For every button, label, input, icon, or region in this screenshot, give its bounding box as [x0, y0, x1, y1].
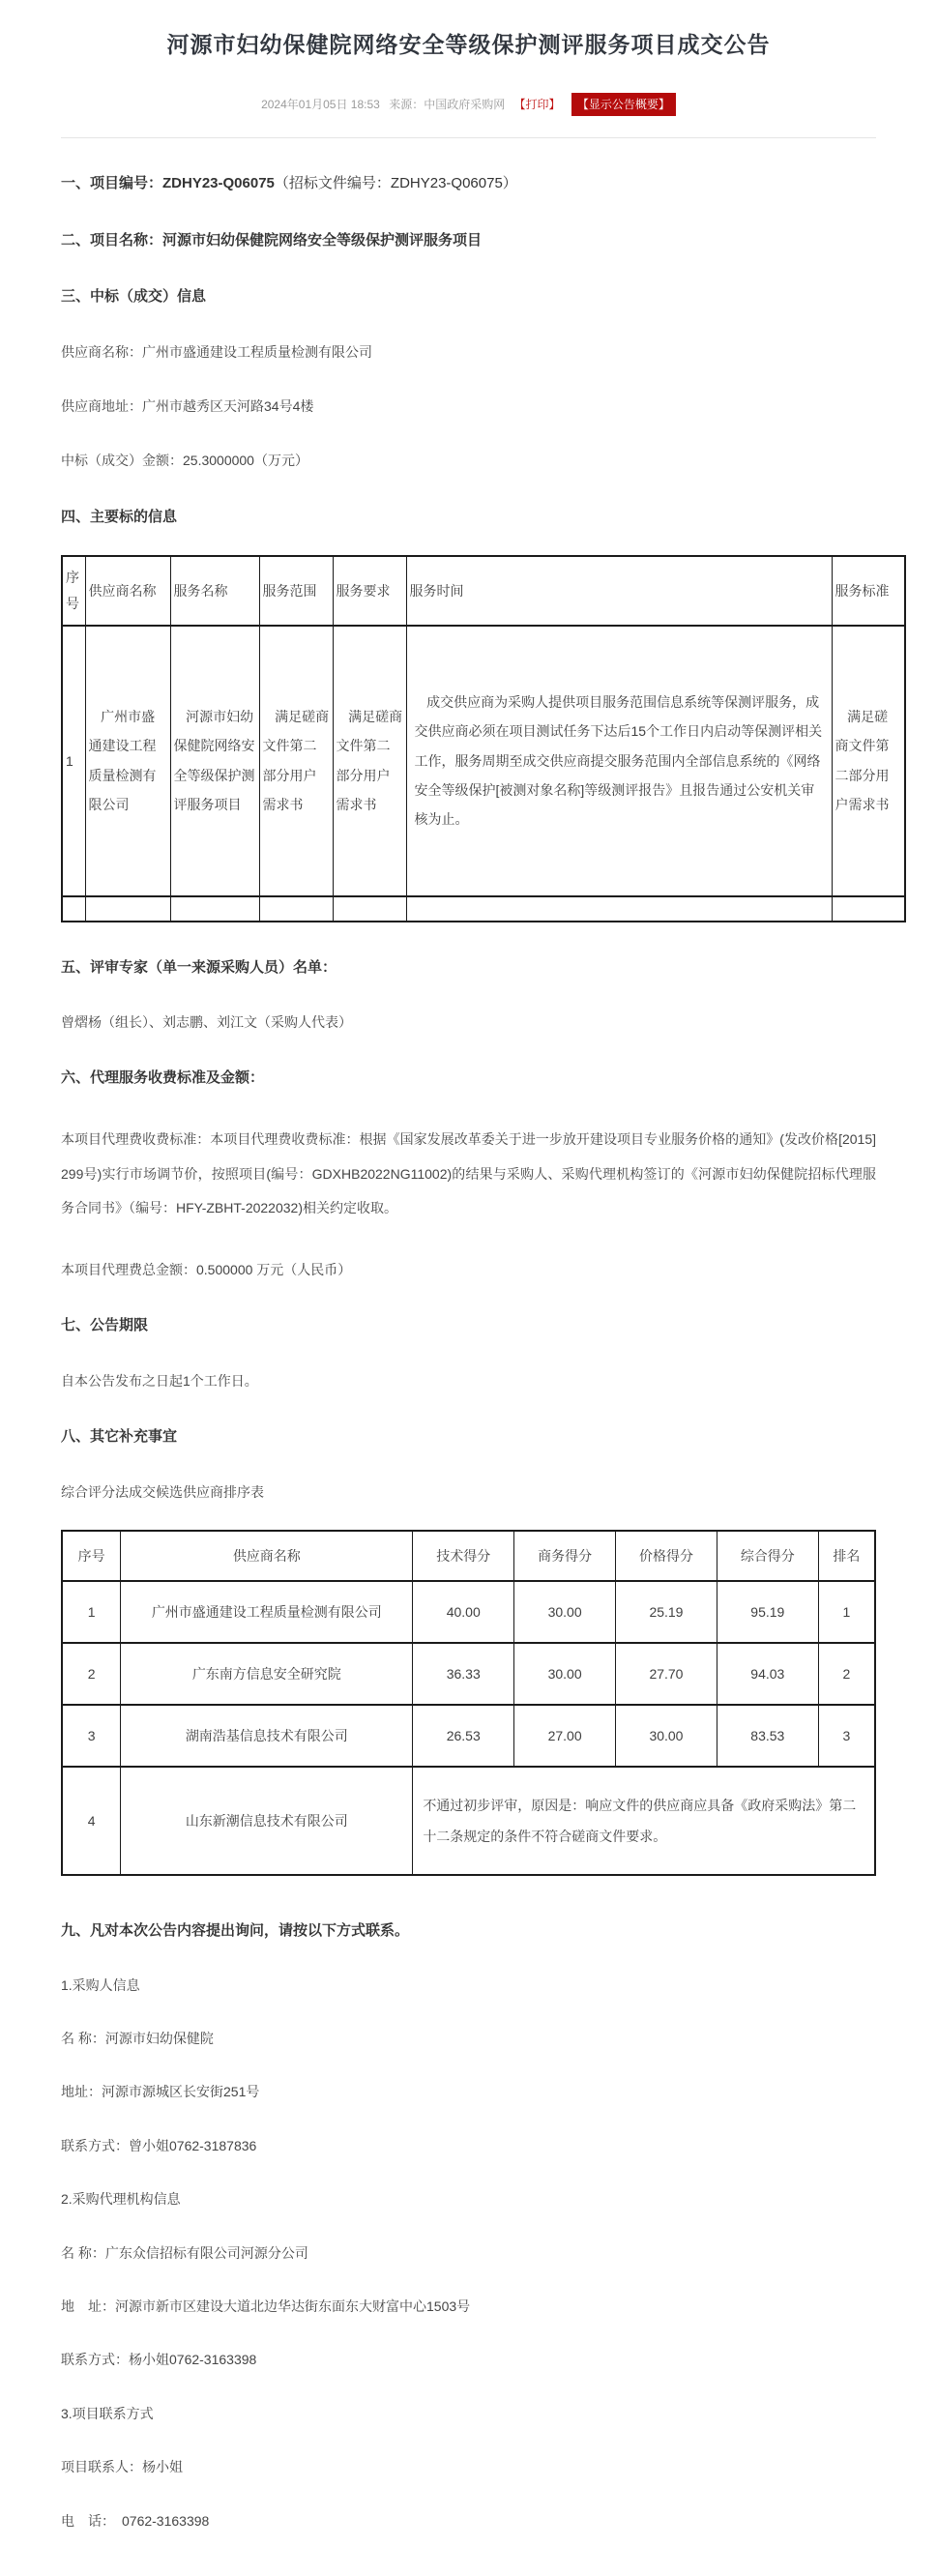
- score-col-supplier: 供应商名称: [121, 1531, 413, 1581]
- score-table-row: [62, 1705, 875, 1767]
- bid-col-time: 服务时间: [406, 556, 832, 625]
- agency-fee-total-line: 本项目代理费总金额：0.500000 万元（人民币）: [61, 1262, 352, 1277]
- bid-col-service-name: 服务名称: [170, 556, 259, 625]
- score-cell: 27.00: [514, 1705, 616, 1767]
- score-cell: 1: [62, 1581, 121, 1643]
- bid-col-scope: 服务范围: [259, 556, 333, 625]
- bid-empty-cell: [259, 896, 333, 922]
- bid-empty-cell: [406, 896, 832, 922]
- score-cell: 2: [818, 1643, 875, 1705]
- score-cell-supplier: 山东新潮信息技术有限公司: [121, 1767, 413, 1875]
- expert-names-line: 曾熠杨（组长）、刘志鹏、刘江文（采购人代表）: [61, 1014, 352, 1031]
- bid-table-row: [62, 626, 905, 896]
- bid-col-no: 序号: [62, 556, 85, 625]
- project-contact-person-line: 项目联系人：杨小姐: [61, 2459, 183, 2475]
- meta-bar: [61, 93, 876, 116]
- score-col-no: 序号: [62, 1531, 121, 1581]
- show-summary-button[interactable]: 【显示公告概要】: [571, 93, 676, 116]
- bid-cell-scope: [259, 626, 333, 896]
- section-7-heading: 七、公告期限: [61, 1317, 149, 1334]
- contact-section: [61, 1920, 876, 2532]
- bid-empty-cell: [170, 896, 259, 922]
- section-9-heading: 九、凡对本次公告内容提出询问，请按以下方式联系。: [61, 1922, 410, 1940]
- bid-standard-text: 满足磋商文件第二部分用户需求书: [835, 709, 890, 812]
- project-phone-line: 电 话： 0762-3163398: [61, 2512, 210, 2529]
- score-table-row-disqualified: [62, 1767, 875, 1875]
- score-table-header-row: [62, 1531, 875, 1581]
- bid-scope-text: 满足磋商文件第二部分用户需求书: [262, 709, 330, 812]
- bid-cell-service-name: [170, 626, 259, 896]
- score-cell: 83.53: [717, 1705, 818, 1767]
- score-cell: 94.03: [717, 1643, 818, 1705]
- score-cell-supplier: 广东南方信息安全研究院: [121, 1643, 413, 1705]
- source-text: 来源：中国政府采购网: [389, 98, 506, 112]
- section-2-heading: 二、项目名称：河源市妇幼保健院网络安全等级保护测评服务项目: [61, 231, 483, 249]
- section-1-heading: [61, 173, 876, 195]
- bid-info-table: [61, 555, 906, 922]
- score-cell: 30.00: [514, 1581, 616, 1643]
- score-col-tech: 技术得分: [413, 1531, 514, 1581]
- project-contact-label: 3.项目联系方式: [61, 2405, 154, 2421]
- agency-info-label: 2.采购代理机构信息: [61, 2191, 181, 2208]
- tender-doc-number: （招标文件编号：ZDHY23-Q06075）: [274, 175, 517, 192]
- page-title: 河源市妇幼保健院网络安全等级保护测评服务项目成交公告: [166, 32, 771, 57]
- bid-table-empty-row: [62, 896, 905, 922]
- score-cell: 25.19: [616, 1581, 717, 1643]
- score-cell-supplier: 湖南浩基信息技术有限公司: [121, 1705, 413, 1767]
- project-number: 一、项目编号：ZDHY23-Q06075: [61, 175, 275, 192]
- ranking-table-caption: 综合评分法成交候选供应商排序表: [61, 1483, 264, 1500]
- bid-col-requirement: 服务要求: [333, 556, 406, 625]
- score-cell-supplier: 广州市盛通建设工程质量检测有限公司: [121, 1581, 413, 1643]
- score-cell: 40.00: [413, 1581, 514, 1643]
- score-table-row: [62, 1581, 875, 1643]
- bid-cell-time: [406, 626, 832, 896]
- bid-time-text: 成交供应商为采购人提供项目服务范围信息系统等保测评服务，成交供应商必须在项目测试任务下达后15个工作日内启动等保测评相关工作，服务周期至成交供应商提交服务范围内全部信息系统的《网络安全等级保护[被测对象名称]等级测评报告》且报告通过公安机关审核为止。: [414, 694, 823, 827]
- award-amount-line: 中标（成交）金额：25.3000000（万元）: [61, 453, 308, 469]
- section-8-heading: 八、其它补充事宜: [61, 1428, 178, 1446]
- print-link[interactable]: 【打印】: [513, 98, 561, 112]
- purchaser-name-line: 名 称：河源市妇幼保健院: [61, 2031, 214, 2047]
- bid-cell-standard: [832, 626, 905, 896]
- agency-contact-line: 联系方式：杨小姐0762-3163398: [61, 2352, 257, 2368]
- score-cell: 3: [818, 1705, 875, 1767]
- score-ranking-table: [61, 1530, 876, 1876]
- agency-fee-standard-para: 本项目代理费收费标准：本项目代理费收费标准：根据《国家发展改革委关于进一步放开建设项目专业服务价格的通知》(发改价格[2015] 299号)实行市场调节价，按照项目(编号：GDXHB2022NG11002)的结果与采购人、采购代理机构签订的《河源市妇幼保健院招标代理服务合同书》（编号：HFY-ZBHT-2022032)相关约定收取。: [61, 1130, 876, 1216]
- score-cell: 30.00: [514, 1643, 616, 1705]
- score-col-price: 价格得分: [616, 1531, 717, 1581]
- purchaser-info-label: 1.采购人信息: [61, 1976, 140, 1993]
- bid-empty-cell: [333, 896, 406, 922]
- disqualification-note: 不通过初步评审，原因是：响应文件的供应商应具备《政府采购法》第二十二条规定的条件不符合磋商文件要求。: [413, 1767, 875, 1875]
- score-cell: 2: [62, 1643, 121, 1705]
- score-cell: 27.70: [616, 1643, 717, 1705]
- bid-cell-no: 1: [62, 626, 85, 896]
- bid-empty-cell: [832, 896, 905, 922]
- supplier-address-line: 供应商地址：广州市越秀区天河路34号4楼: [61, 398, 314, 415]
- bid-requirement-text: 满足磋商文件第二部分用户需求书: [336, 709, 403, 812]
- score-col-rank: 排名: [818, 1531, 875, 1581]
- section-5-heading: 五、评审专家（单一来源采购人员）名单：: [61, 958, 337, 976]
- score-cell: 26.53: [413, 1705, 514, 1767]
- section-6-heading: 六、代理服务收费标准及金额：: [61, 1069, 265, 1087]
- score-cell: 95.19: [717, 1581, 818, 1643]
- header-divider: [61, 137, 876, 138]
- supplier-name-line: 供应商名称：广州市盛通建设工程质量检测有限公司: [61, 343, 372, 360]
- score-cell: 4: [62, 1767, 121, 1875]
- score-col-business: 商务得分: [514, 1531, 616, 1581]
- score-col-total: 综合得分: [717, 1531, 818, 1581]
- bid-empty-cell: [85, 896, 170, 922]
- publish-datetime: 2024年01月05日 18:53: [261, 98, 380, 112]
- bid-empty-cell: [62, 896, 85, 922]
- bid-cell-supplier: [85, 626, 170, 896]
- bid-service-name-text: 河源市妇幼保健院网络安全等级保护测评服务项目: [173, 709, 255, 812]
- bid-cell-requirement: [333, 626, 406, 896]
- score-table-row: [62, 1643, 875, 1705]
- bid-table-header-row: [62, 556, 905, 625]
- agency-address-line: 地 址：河源市新市区建设大道北边华达街东面东大财富中心1503号: [61, 2298, 471, 2315]
- bid-col-standard: 服务标准: [832, 556, 905, 625]
- bid-col-supplier: 供应商名称: [85, 556, 170, 625]
- score-cell: 3: [62, 1705, 121, 1767]
- announcement-period-line: 自本公告发布之日起1个工作日。: [61, 1372, 258, 1389]
- section-3-heading: 三、中标（成交）信息: [61, 288, 207, 306]
- bid-supplier-text: 广州市盛通建设工程质量检测有限公司: [88, 709, 157, 812]
- purchaser-address-line: 地址：河源市源城区长安街251号: [61, 2084, 260, 2100]
- agency-name-line: 名 称：广东众信招标有限公司河源分公司: [61, 2244, 308, 2261]
- score-cell: 30.00: [616, 1705, 717, 1767]
- score-cell: 1: [818, 1581, 875, 1643]
- score-cell: 36.33: [413, 1643, 514, 1705]
- section-4-heading: 四、主要标的信息: [61, 508, 178, 525]
- purchaser-contact-line: 联系方式：曾小姐0762-3187836: [61, 2137, 257, 2153]
